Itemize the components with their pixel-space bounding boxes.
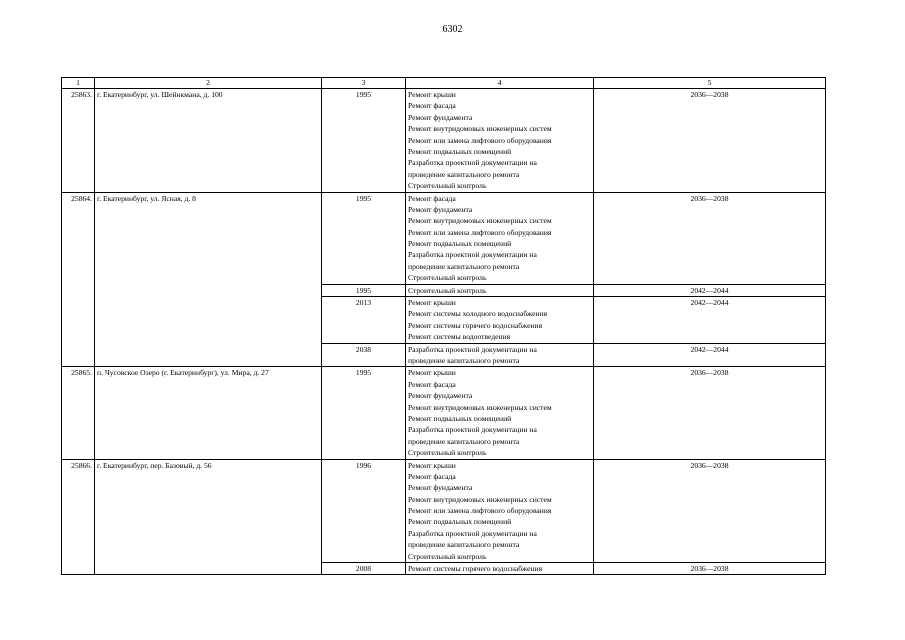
repair-work-item: Ремонт фасада: [408, 379, 456, 389]
construction-year: 2013: [322, 297, 406, 344]
repair-work-item: Ремонт фундамента: [408, 204, 473, 214]
repair-work-item: Ремонт внутридомовых инженерных систем: [408, 402, 552, 412]
column-header-3: 3: [322, 78, 406, 89]
construction-year: 1995: [322, 89, 406, 193]
repair-works-cell: [406, 367, 594, 459]
column-header-4: 4: [406, 78, 594, 89]
repair-works-cell: [406, 343, 594, 367]
column-header-1: 1: [62, 78, 95, 89]
record-number: 25865.: [62, 367, 95, 459]
repair-work-item: Строительный контроль: [408, 551, 487, 561]
repair-work-item: Разработка проектной документации на: [408, 158, 537, 168]
repair-work-item: Ремонт подвальных помещений: [408, 146, 512, 156]
repair-schedule-table: [61, 77, 826, 575]
repair-work-item: Ремонт внутридомовых инженерных систем: [408, 216, 552, 226]
repair-work-item: Ремонт фундамента: [408, 483, 473, 493]
repair-work-item: Ремонт подвальных помещений: [408, 239, 512, 249]
repair-work-item: Ремонт подвальных помещений: [408, 517, 512, 527]
construction-year: 1996: [322, 459, 406, 563]
repair-work-item: Разработка проектной документации на: [408, 250, 537, 260]
repair-work-item: Ремонт внутридомовых инженерных систем: [408, 124, 552, 134]
construction-year: 1995: [322, 192, 406, 284]
building-address: п. Чусовское Озеро (г. Екатеринбург), ул. Мира, д. 27: [95, 367, 322, 459]
repair-work-item: проведение капитального ремонта: [408, 356, 520, 365]
repair-work-item: Разработка проектной документации на: [408, 528, 537, 538]
repair-work-item: Строительный контроль: [408, 273, 487, 283]
repair-work-item: Ремонт фундамента: [408, 391, 473, 401]
repair-works-cell: [406, 284, 594, 296]
repair-work-item: Строительный контроль: [408, 448, 487, 458]
repair-work-item: Ремонт крыши: [408, 298, 456, 308]
planned-period: 2042—2044: [594, 284, 826, 296]
repair-works-cell: [406, 192, 594, 284]
repair-work-item: Ремонт крыши: [408, 460, 456, 470]
building-address: г. Екатеринбург, пер. Базовый, д. 56: [95, 459, 322, 575]
table-row: [62, 89, 826, 193]
repair-work-item: проведение капитального ремонта: [408, 261, 520, 271]
repair-work-item: Разработка проектной документации на: [408, 344, 537, 354]
planned-period: 2042—2044: [594, 297, 826, 344]
repair-work-item: Строительный контроль: [408, 181, 487, 191]
planned-period: 2036—2038: [594, 459, 826, 563]
repair-work-item: Ремонт фасада: [408, 101, 456, 111]
table-row: [62, 192, 826, 284]
page-number: 6302: [442, 24, 463, 35]
record-number: 25866.: [62, 459, 95, 575]
repair-work-item: Ремонт системы горячего водоснабжения: [408, 320, 543, 330]
repair-work-item: Ремонт фасада: [408, 193, 456, 203]
table-header-row: [62, 78, 826, 89]
repair-works-cell: [406, 297, 594, 344]
repair-works-cell: [406, 459, 594, 563]
repair-work-item: Ремонт фундамента: [408, 112, 473, 122]
repair-work-item: проведение капитального ремонта: [408, 169, 520, 179]
construction-year: 1995: [322, 284, 406, 296]
column-header-2: 2: [95, 78, 322, 89]
planned-period: 2036—2038: [594, 367, 826, 459]
repair-work-item: Ремонт или замена лифтового оборудования: [408, 227, 552, 237]
repair-works-cell: [406, 89, 594, 193]
table-row: [62, 459, 826, 563]
repair-work-item: Ремонт системы водоотведения: [408, 332, 511, 342]
table-body: [62, 89, 826, 575]
repair-works-cell: [406, 563, 594, 575]
repair-work-item: Ремонт или замена лифтового оборудования: [408, 506, 552, 516]
column-header-5: 5: [594, 78, 826, 89]
construction-year: 2008: [322, 563, 406, 575]
repair-work-item: Ремонт системы горячего водоснабжения: [408, 564, 543, 574]
repair-work-item: Ремонт крыши: [408, 90, 456, 99]
repair-work-item: Ремонт внутридомовых инженерных систем: [408, 494, 552, 504]
table-row: [62, 367, 826, 459]
record-number: 25864.: [62, 192, 95, 367]
construction-year: 1995: [322, 367, 406, 459]
repair-work-item: Ремонт или замена лифтового оборудования: [408, 135, 552, 145]
repair-work-item: Строительный контроль: [408, 285, 487, 295]
record-number: 25863.: [62, 89, 95, 193]
repair-work-item: Ремонт фасада: [408, 471, 456, 481]
construction-year: 2038: [322, 343, 406, 367]
repair-work-item: Ремонт крыши: [408, 368, 456, 378]
building-address: г. Екатеринбург, ул. Ясная, д. 8: [95, 192, 322, 367]
building-address: г. Екатеринбург, ул. Шейнкмана, д. 100: [95, 89, 322, 193]
repair-work-item: Ремонт подвальных помещений: [408, 413, 512, 423]
planned-period: 2036—2038: [594, 192, 826, 284]
repair-work-item: проведение капитального ремонта: [408, 540, 520, 550]
planned-period: 2036—2038: [594, 89, 826, 193]
repair-work-item: Ремонт системы холодного водоснабжения: [408, 309, 548, 319]
planned-period: 2036—2038: [594, 563, 826, 575]
repair-work-item: проведение капитального ремонта: [408, 436, 520, 446]
planned-period: 2042—2044: [594, 343, 826, 367]
repair-work-item: Разработка проектной документации на: [408, 425, 537, 435]
